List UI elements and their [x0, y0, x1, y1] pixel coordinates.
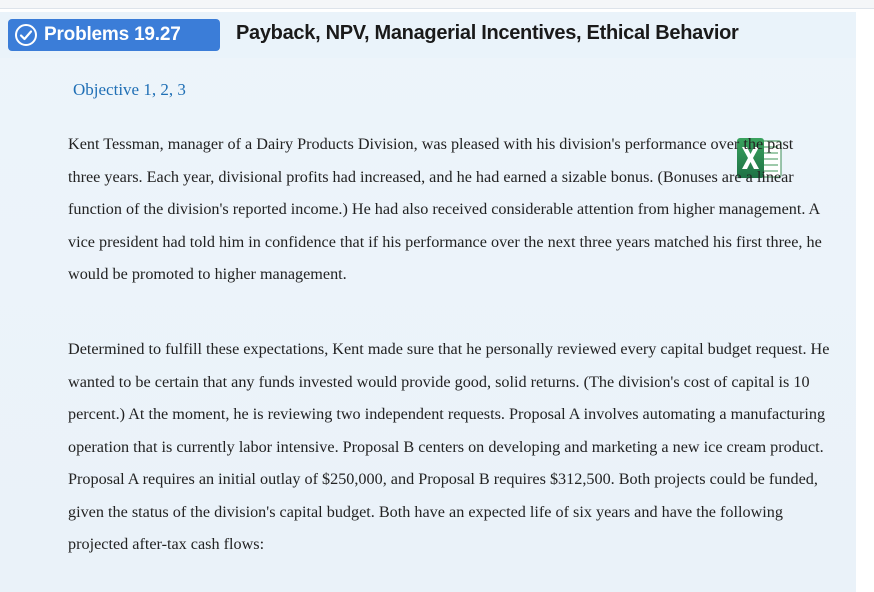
problem-badge[interactable] [8, 19, 220, 51]
objective-label: Objective [73, 80, 140, 99]
objective-separator: , [168, 80, 174, 99]
body-paragraph-2: Determined to fulfill these expectations, Kent made sure that he personally reviewed every capital budget request. He wanted to be certain that any funds invested would provide good, solid returns. (The division's cost of capital is 10 percent.) At the moment, he is reviewing two independent requests. Proposal A involves automating a manufacturing operation that is currently labor intensive. Proposal B centers on developing and marketing a new ice cream product. Proposal A requires an initial outlay of $250,000, and Proposal B requires $312,500. Both projects could be funded, given the status of the division's capital budget. Both have an expected life of six years and have the following projected after-tax cash flows: [68, 340, 830, 553]
problem-number: Problems 19.27 [44, 24, 181, 45]
objective-link-1[interactable]: 1 [143, 80, 152, 99]
objectives-line [73, 80, 186, 100]
problem-panel [0, 12, 856, 592]
check-circle-icon [14, 23, 38, 47]
objective-separator: , [151, 80, 157, 99]
body-paragraph-1: Kent Tessman, manager of a Dairy Products Division, was pleased with his division's performance over the past three years. Each year, divisional profits had increased, and he had earned a sizable bonus. (Bonuses are a linear function of the division's reported income.) He had also received considerable attention from higher management. A vice president had told him in confidence that if his performance over the next three years matched his first three, he would be promoted to higher management. [68, 135, 822, 283]
top-strip [0, 0, 874, 9]
problem-title: Payback, NPV, Managerial Incentives, Ethical Behavior [236, 22, 739, 44]
objective-link-2[interactable]: 2 [160, 80, 169, 99]
objective-link-3[interactable]: 3 [177, 80, 186, 99]
problem-header [0, 12, 856, 58]
